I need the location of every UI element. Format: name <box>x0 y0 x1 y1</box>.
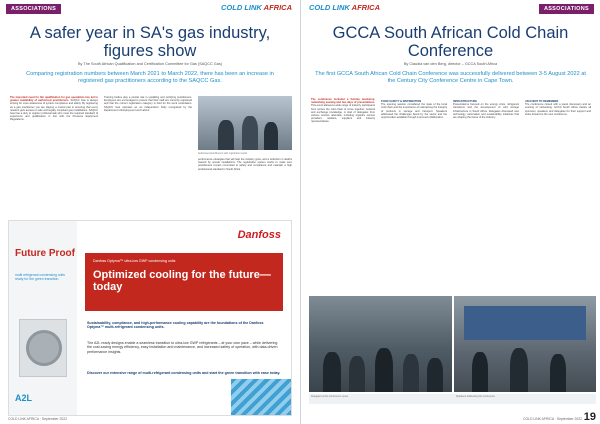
magazine-logo <box>221 3 292 12</box>
advert-headline: Optimized cooling for the future—today <box>93 269 271 293</box>
condensing-unit-image <box>19 319 67 377</box>
article-column-3 <box>453 98 519 290</box>
person-figure <box>242 116 258 150</box>
page-number: 19 <box>583 411 596 423</box>
article-column-3 <box>198 158 292 216</box>
section-tag: ASSOCIATIONS <box>539 4 594 14</box>
photo-caption: Authorised practitioners with registration cards <box>198 152 248 155</box>
person-figure <box>323 352 341 392</box>
article-title: A safer year in SA's gas industry, figures show <box>29 24 271 60</box>
advert-side-panel <box>9 221 77 416</box>
advert-band-sub: Danfoss Optyma™ ultra-low GWP condensing units <box>93 259 176 263</box>
danfoss-logo: Danfoss <box>237 229 281 241</box>
a2l-badge: A2L <box>15 393 33 403</box>
advert-future-title: Future Proof <box>15 248 75 259</box>
logo-sub: AFRICA <box>351 3 380 12</box>
person-figure <box>510 348 528 392</box>
person-figure <box>375 348 393 392</box>
advert-body-1: Sustainability, compliance, and high-performance cooling capability are the foundations of the Danfoss Optyma™ multi-refrigerant condensing units. <box>87 321 264 330</box>
article-standfirst: Comparing registration numbers between March 2021 to March 2022, there has been an increase in registered gas practitioners according to the SAQCC Gas. <box>26 71 274 84</box>
column-body: Training bodies play a pivotal role in upskilling and certifying practitioners. Employers are encouraged to ensure that their staff are correctly registered and that the correct registration category is held for the work undertaken. SAQCC Gas operates as an independent body recognised by the Department of Employment and Labour. <box>104 96 192 112</box>
person-figure <box>427 358 443 392</box>
column-body: SAQCC Gas is always striving for more awareness of system compliance and safety. By registering as a gas practitioner you are playing a crucial part in ensuring that every resident gets access to safe and legally compliant gas installations. SAQCC Gas has a duty to register professionals who meet the required standard of experience and qualification in line with the Pressure Equipment Regulations. <box>10 99 98 122</box>
article-standfirst: The first GCCA South African Cold Chain Conference was successfully delivered between 3-5 August 2022 at the Century City Conference Centre in Cape Town. <box>315 71 586 84</box>
column-heading: FOOD SAFETY & DISTRIBUTION <box>381 100 422 103</box>
column-body: This event allowed a wide range of industry participants from across the cold chain to come together, network and exchange knowledge. A total of delegates from various sectors attended, including logistics service providers, retailers, suppliers and industry representatives. <box>311 104 375 124</box>
caption-strip <box>309 394 596 404</box>
page-footer: COLD LINK AFRICA · September 2022 <box>523 417 582 421</box>
column-body: The opening session considered the state of the local cold chain and the importance of maintaining the integrity of products in storage and transport. Speakers addressed the challenges faced by the sector and the opportunities available through improved collaboration. <box>381 103 447 120</box>
conference-photo-venue <box>309 296 452 392</box>
article-column-1 <box>311 98 375 290</box>
logo-sub: AFRICA <box>263 3 292 12</box>
column-heading: INFRASTRUCTURE <box>453 100 477 103</box>
logo-text: COLD LINK <box>309 3 350 12</box>
column-body: The conference closed with a panel discussion and an evening of networking. GCCA South Africa thanks all sponsors, speakers and delegates for their support and looks forward to the next conference. <box>525 103 591 116</box>
person-figure <box>264 122 278 150</box>
advert-body-2: The A2L ready designs enable a seamless transition to ultra-low GWP refrigerants – at your own pace – while delivering the cost-saving energy efficiency, easy installation and maintenance, and increased safety of operation, with data-driven performance insights. <box>87 341 278 354</box>
fan-icon <box>26 330 62 366</box>
advert-red-band <box>85 253 283 311</box>
article-column-2 <box>104 96 192 216</box>
section-tag: ASSOCIATIONS <box>6 4 61 14</box>
advert-body-3: Discover our extensive range of multi-refrigerant condensing units and start the green transition with ease today. <box>87 371 281 375</box>
column-body: performance strategies that will help the industry grow, and a reduction in deaths caused by unsafe installations. The registration system works to make sure practitioners remain committed to safety and compliance and maintain a high professional standard in South Africa. <box>198 158 292 171</box>
article-photo <box>198 96 292 150</box>
column-heading: AN EVENT TO REMEMBER <box>525 100 559 103</box>
advert-main-panel <box>77 221 291 416</box>
column-lead: The conference included a full-day workshop, networking evening and two days of presentations. <box>311 98 375 105</box>
presentation-screen <box>464 306 586 340</box>
advert-decorative-stripes <box>231 379 291 416</box>
column-body: Presentations focused on the energy crisis, refrigerant transitions and the development of cold storage infrastructure in South Africa. Delegates discussed new technology, automation and sustainability initiatives that are shaping the future of the industry. <box>453 103 519 120</box>
person-figure <box>403 354 419 392</box>
logo-text: COLD LINK <box>221 3 262 12</box>
person-figure <box>472 352 488 392</box>
conference-photo-speakers <box>454 296 596 392</box>
article-byline: By The South African Qualification and Certification Committee for Gas (SAQCC Gas) <box>77 62 223 66</box>
right-page <box>300 0 600 424</box>
person-figure <box>550 354 566 392</box>
article-column-4 <box>525 98 591 290</box>
page-footer: COLD LINK AFRICA · September 2022 <box>8 417 67 421</box>
photo-caption: Delegates at the conference venue <box>311 395 349 398</box>
column-lead: The important need for fair qualification for gas specialists has led to greater availability of authorised practitioners. <box>10 96 98 103</box>
danfoss-advert[interactable] <box>8 220 292 416</box>
photo-caption: Speakers addressing the conference <box>456 395 495 398</box>
article-byline: By Claudia van den Berg, director – GCCA South Africa <box>403 62 498 66</box>
person-figure <box>349 356 365 392</box>
right-page-header <box>301 0 600 20</box>
left-page-header <box>0 0 300 20</box>
article-title: GCCA South African Cold Chain Conference <box>332 24 569 60</box>
magazine-logo <box>309 3 380 12</box>
article-column-2 <box>381 98 447 290</box>
person-figure <box>218 120 234 150</box>
advert-future-sub: multi refrigerant condensing units ready for the green transition <box>15 273 65 282</box>
article-column-1 <box>10 96 98 216</box>
